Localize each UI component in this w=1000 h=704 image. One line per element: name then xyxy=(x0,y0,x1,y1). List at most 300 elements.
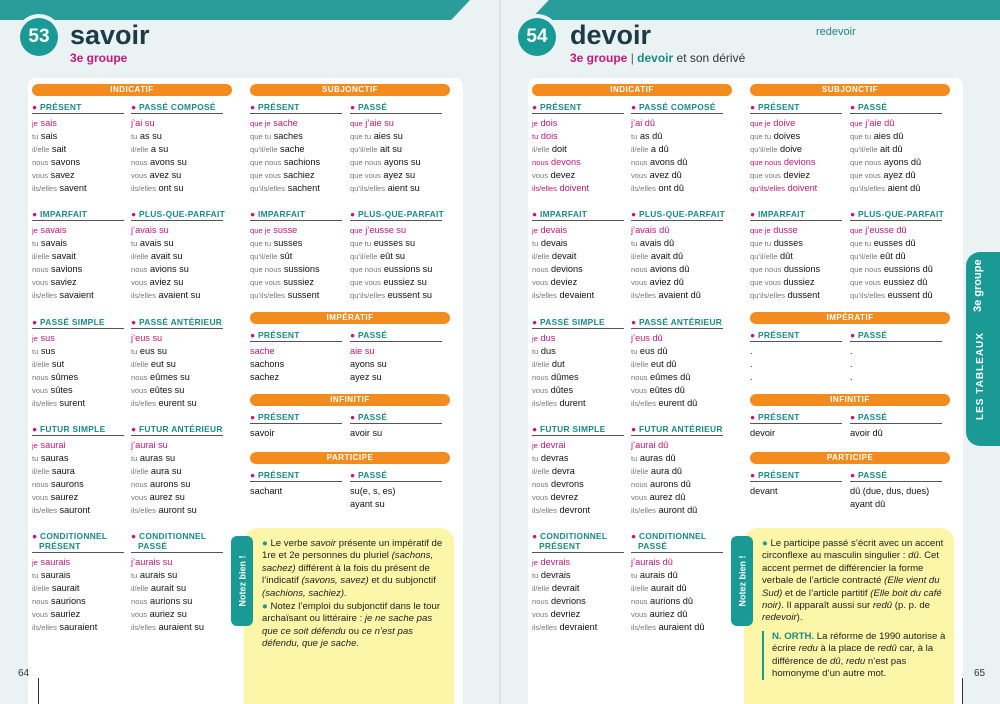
verb-form: doives xyxy=(773,131,801,141)
conjugation-row xyxy=(131,478,223,491)
ind-passe-compose xyxy=(631,102,723,195)
verb-form: eus su xyxy=(139,346,167,356)
verb-form: eut dû xyxy=(650,359,677,369)
tense-heading: ● FUTUR ANTÉRIEUR xyxy=(631,424,723,434)
verb-form: savais xyxy=(40,225,67,235)
verb-form: devrions xyxy=(551,596,586,606)
verb-form: as su xyxy=(139,131,162,141)
pronoun: il/elle xyxy=(131,252,149,261)
conjugation-row xyxy=(850,276,942,289)
participe-present-form: devant xyxy=(750,486,778,496)
pronoun: tu xyxy=(32,454,39,463)
tense-heading: ● PLUS-QUE-PARFAIT xyxy=(850,209,945,219)
pronoun: il/elle xyxy=(631,467,649,476)
verb-form: saurez xyxy=(50,492,79,502)
pronoun: tu xyxy=(131,132,138,141)
pronoun: vous xyxy=(631,386,648,395)
verb-form: devraient xyxy=(559,622,598,632)
infinitif-passe-form: avoir dû xyxy=(850,428,883,438)
verb-form: avait dû xyxy=(650,251,684,261)
conjugation-row xyxy=(250,371,342,384)
conjugation-row xyxy=(131,332,223,345)
verb-form: eus dû xyxy=(639,346,668,356)
verb-form: auront su xyxy=(158,505,197,515)
conjugation-row xyxy=(631,263,723,276)
conjugation-row xyxy=(350,263,442,276)
conjugation-row xyxy=(532,384,624,397)
conjugation-row xyxy=(350,143,442,156)
pronoun: que xyxy=(350,226,363,235)
verb-form: devions xyxy=(551,264,583,274)
verb-form: avions dû xyxy=(650,264,690,274)
pronoun: que vous xyxy=(350,171,381,180)
pronoun: nous xyxy=(532,265,549,274)
notez-bien-tab: Notez bien ! xyxy=(731,536,753,626)
top-band xyxy=(530,0,1000,20)
verb-form: sache xyxy=(273,118,298,128)
tense-heading: ● PRÉSENT xyxy=(532,102,624,114)
pronoun: ils/elles xyxy=(32,506,57,515)
verb-form: j’eusse su xyxy=(365,225,407,235)
verb-form: aurait dû xyxy=(650,583,687,593)
pronoun: tu xyxy=(131,454,138,463)
infinitif-band: INFINITIF xyxy=(250,394,450,406)
conjugation-row xyxy=(32,504,124,517)
conjugation-row xyxy=(532,117,624,130)
verb-form: sussent xyxy=(287,290,320,300)
pronoun: tu xyxy=(131,347,138,356)
verb-form: auraient su xyxy=(158,622,204,632)
verb-form: dûtes xyxy=(550,385,574,395)
verb-form: sachiez xyxy=(283,170,315,180)
verb-form: ont su xyxy=(158,183,184,193)
verb-form: auront dû xyxy=(658,505,698,515)
page-rule xyxy=(38,678,39,704)
conjugation-row xyxy=(131,465,223,478)
pronoun: ils/elles xyxy=(131,291,156,300)
pronoun: qu’il/elle xyxy=(250,252,278,261)
verb-form: ayez dû xyxy=(883,170,916,180)
conjugation-row xyxy=(131,491,223,504)
verb-form: auras su xyxy=(139,453,176,463)
indicatif-band: INDICATIF xyxy=(532,84,732,96)
verb-form: aurions dû xyxy=(650,596,693,606)
conjugation-row xyxy=(32,130,124,143)
conjugation-row xyxy=(32,250,124,263)
pronoun: que nous xyxy=(850,158,882,167)
conjugation-row xyxy=(850,143,942,156)
conjugation-row xyxy=(32,345,124,358)
pronoun: qu’ils/elles xyxy=(350,184,386,193)
pronoun: il/elle xyxy=(131,584,149,593)
conjugation-row xyxy=(850,250,942,263)
verb-form: aurez dû xyxy=(649,492,686,502)
verb-form: sûmes xyxy=(51,372,79,382)
conjugation-row xyxy=(131,130,223,143)
tense-heading: ● PASSÉ COMPOSÉ xyxy=(131,102,223,114)
verb-form: savaient xyxy=(59,290,94,300)
conjugation-row xyxy=(532,276,624,289)
conjugation-row xyxy=(750,224,842,237)
verb-form: eûtes su xyxy=(149,385,185,395)
participe-passe-compose-form: ayant dû xyxy=(850,499,886,509)
verb-form: j’aie dû xyxy=(865,118,895,128)
verb-form: saches xyxy=(273,131,303,141)
conjugation-row xyxy=(32,465,124,478)
conjugation-row xyxy=(131,358,223,371)
conjugation-row xyxy=(131,182,223,195)
conjugation-row xyxy=(532,345,624,358)
pronoun: je xyxy=(532,226,538,235)
conjugation-row xyxy=(631,452,723,465)
related-verb: redevoir xyxy=(816,26,856,38)
pronoun: je xyxy=(32,558,38,567)
participe-passe-compose-form: ayant su xyxy=(350,499,385,509)
verb-form: eûmes su xyxy=(150,372,190,382)
verb-form: doive xyxy=(773,118,796,128)
pronoun: que tu xyxy=(350,132,372,141)
conjugation-row xyxy=(131,556,223,569)
conjugation-row xyxy=(631,504,723,517)
conjugation-row xyxy=(850,345,942,358)
conjugation-row xyxy=(850,263,942,276)
verb-form: doive xyxy=(780,144,802,154)
ind-conditionnel-passe xyxy=(131,531,223,634)
page-right xyxy=(500,0,1000,704)
verb-form: aurait su xyxy=(150,583,187,593)
pronoun: vous xyxy=(32,493,49,502)
conjugation-row xyxy=(131,117,223,130)
conjugation-row xyxy=(631,465,723,478)
verb-form: eut su xyxy=(150,359,176,369)
conjugation-row xyxy=(532,263,624,276)
verb-form: j’aurai dû xyxy=(631,440,669,450)
verb-form: sût xyxy=(280,251,293,261)
pronoun: que xyxy=(850,226,863,235)
verb-form: devras xyxy=(540,453,569,463)
pronoun: tu xyxy=(131,571,138,580)
conjugation-row xyxy=(631,117,723,130)
verb-form: avions su xyxy=(150,264,189,274)
verb-form: . xyxy=(850,346,853,356)
imperatif-band: IMPÉRATIF xyxy=(250,312,450,324)
part-present xyxy=(750,470,842,498)
pronoun: que nous xyxy=(350,265,382,274)
conjugation-row xyxy=(750,237,842,250)
pronoun: vous xyxy=(631,610,648,619)
verb-form: j’eus dû xyxy=(631,333,663,343)
verb-form: avaient su xyxy=(158,290,201,300)
conjugation-row xyxy=(532,491,624,504)
verb-form: sachons xyxy=(250,359,285,369)
pronoun: que vous xyxy=(250,278,281,287)
conjugation-row xyxy=(750,156,842,169)
conjugation-row xyxy=(532,182,624,195)
pronoun: il/elle xyxy=(532,360,550,369)
tense-heading: ● PASSÉ SIMPLE xyxy=(32,317,124,329)
verb-form: devons xyxy=(551,157,581,167)
pronoun: il/elle xyxy=(631,252,649,261)
pronoun: que tu xyxy=(250,239,272,248)
verb-form: eusses dû xyxy=(873,238,916,248)
conjugation-row xyxy=(532,582,624,595)
pronoun: nous xyxy=(631,480,648,489)
pronoun: nous xyxy=(32,265,49,274)
subjonctif-band: SUBJONCTIF xyxy=(750,84,950,96)
pronoun: il/elle xyxy=(32,467,50,476)
conjugation-row xyxy=(532,143,624,156)
verb-form: sait xyxy=(51,144,67,154)
conjugation-row xyxy=(32,156,124,169)
conjugation-row xyxy=(32,358,124,371)
verb-form: aies dû xyxy=(873,131,904,141)
pronoun: je xyxy=(32,226,38,235)
conjugation-row xyxy=(750,143,842,156)
conjugation-row xyxy=(532,478,624,491)
conjugation-row xyxy=(631,358,723,371)
verb-form: eurent dû xyxy=(658,398,698,408)
verb-form: a dû xyxy=(650,144,669,154)
pronoun: que je xyxy=(250,119,271,128)
verb-form: sussions xyxy=(283,264,320,274)
participe-band: PARTICIPE xyxy=(250,452,450,464)
tense-heading: ● PLUS-QUE-PARFAIT xyxy=(350,209,445,219)
conjugation-row xyxy=(532,397,624,410)
pronoun: il/elle xyxy=(32,360,50,369)
pronoun: qu’ils/elles xyxy=(250,184,286,193)
inf-present xyxy=(250,412,342,440)
tense-heading: ● PASSÉ xyxy=(350,330,442,342)
verb-form: devions xyxy=(783,157,816,167)
tense-heading: ● PASSÉ ANTÉRIEUR xyxy=(631,317,723,327)
verb-form: . xyxy=(850,359,853,369)
verb-form: dussent xyxy=(787,290,820,300)
pronoun: ils/elles xyxy=(631,399,656,408)
conjugation-row xyxy=(350,130,442,143)
pronoun: vous xyxy=(32,171,49,180)
pronoun: vous xyxy=(532,386,549,395)
pronoun: ils/elles xyxy=(32,623,57,632)
conjugation-row xyxy=(32,452,124,465)
verb-form: devront xyxy=(559,505,591,515)
pronoun: nous xyxy=(532,158,549,167)
verb-form: saurions xyxy=(51,596,86,606)
verb-form: doit xyxy=(551,144,567,154)
conjugation-row xyxy=(350,182,442,195)
verb-form: saviez xyxy=(50,277,77,287)
conjugation-row xyxy=(750,182,842,195)
pronoun: je xyxy=(532,441,538,450)
verb-form: saurons xyxy=(51,479,84,489)
ind-imparfait xyxy=(32,209,124,302)
conjugation-row xyxy=(750,276,842,289)
pronoun: que vous xyxy=(350,278,381,287)
pronoun: je xyxy=(532,334,538,343)
conjugation-row xyxy=(131,345,223,358)
verb-title: savoir xyxy=(70,20,150,50)
pronoun: tu xyxy=(631,347,638,356)
conjugation-row xyxy=(850,371,942,384)
verb-form: j’aurais dû xyxy=(631,557,673,567)
conjugation-row xyxy=(850,224,942,237)
pronoun: vous xyxy=(32,386,49,395)
tense-heading: ● IMPARFAIT xyxy=(250,209,342,221)
pronoun: que je xyxy=(750,226,771,235)
verb-form: deviez xyxy=(550,277,578,287)
verb-form: avais su xyxy=(139,238,174,248)
pronoun: que nous xyxy=(750,265,782,274)
ind-conditionnel-passe xyxy=(631,531,723,634)
conjugation-row xyxy=(32,332,124,345)
verb-form: devrait xyxy=(551,583,580,593)
verb-form: aient dû xyxy=(887,183,921,193)
pronoun: nous xyxy=(32,158,49,167)
pronoun: vous xyxy=(32,610,49,619)
conjugation-row xyxy=(631,276,723,289)
verb-form: avaient dû xyxy=(658,290,701,300)
conjugation-row xyxy=(532,237,624,250)
pronoun: ils/elles xyxy=(631,184,656,193)
pronoun: que nous xyxy=(750,158,782,167)
verb-form: aurions su xyxy=(150,596,193,606)
participe-passe-form: dû (due, dus, dues) xyxy=(850,486,930,496)
conjugation-row xyxy=(532,595,624,608)
conjugation-row xyxy=(350,224,442,237)
imp-present xyxy=(750,330,842,384)
pronoun: que xyxy=(350,119,363,128)
conjugation-row xyxy=(131,397,223,410)
conjugation-row xyxy=(131,276,223,289)
pronoun: il/elle xyxy=(131,145,149,154)
pronoun: tu xyxy=(32,571,39,580)
tense-heading: ● FUTUR SIMPLE xyxy=(32,424,124,436)
verb-form: j’ai su xyxy=(131,118,155,128)
inf-passe xyxy=(350,412,442,440)
verb-form: eussions su xyxy=(383,264,433,274)
pronoun: il/elle xyxy=(631,584,649,593)
conjugation-row xyxy=(532,504,624,517)
verb-form: avais dû xyxy=(639,238,675,248)
verb-form: avons su xyxy=(150,157,187,167)
les-tableaux-side-tab[interactable] xyxy=(966,252,1000,446)
tense-heading: ● IMPARFAIT xyxy=(32,209,124,221)
tense-heading: ● PRÉSENT xyxy=(250,470,342,482)
page-number: 64 xyxy=(18,668,30,679)
verb-form: savions xyxy=(51,264,83,274)
conjugation-row xyxy=(631,156,723,169)
verb-form: aies su xyxy=(373,131,403,141)
verb-form: ait su xyxy=(380,144,402,154)
verb-form: sauriez xyxy=(50,609,81,619)
verb-form: doivent xyxy=(559,183,590,193)
conjugation-row xyxy=(32,397,124,410)
pronoun: que vous xyxy=(850,171,881,180)
conjugation-row xyxy=(32,384,124,397)
pronoun: ils/elles xyxy=(532,506,557,515)
conjugation-row xyxy=(350,169,442,182)
verb-form: eussiez dû xyxy=(883,277,928,287)
conjugation-row xyxy=(250,169,342,182)
pronoun: qu’ils/elles xyxy=(850,291,886,300)
pronoun: il/elle xyxy=(32,145,50,154)
conjugation-row xyxy=(32,439,124,452)
pronoun: ils/elles xyxy=(131,184,156,193)
conjugation-row xyxy=(532,130,624,143)
tense-heading: ● PRÉSENT xyxy=(750,470,842,482)
conjugation-row xyxy=(850,289,942,302)
verb-form: sut xyxy=(51,359,65,369)
nouvelle-orthographe-note: N. ORTH. La réforme de 1990 autorise à écrire redu à la place de redû car, à la différence de dû, redu n’est pas homonyme d’un autre mot. xyxy=(762,631,946,681)
ind-passe-anterieur xyxy=(131,317,223,410)
pronoun: nous xyxy=(631,265,648,274)
pronoun: vous xyxy=(532,610,549,619)
conjugation-row xyxy=(631,595,723,608)
conjugation-row xyxy=(131,582,223,595)
conjugation-row xyxy=(532,465,624,478)
verb-form: devais xyxy=(540,225,568,235)
pronoun: ils/elles xyxy=(131,623,156,632)
conjugation-row xyxy=(350,358,442,371)
pronoun: que tu xyxy=(850,132,872,141)
pronoun: il/elle xyxy=(532,467,550,476)
sub-passe xyxy=(350,102,442,195)
conjugation-row xyxy=(32,117,124,130)
conjugation-row xyxy=(32,276,124,289)
tense-heading: ● PASSÉ xyxy=(350,470,442,482)
sub-plus-que-parfait xyxy=(350,209,445,302)
participe-present-form: sachant xyxy=(250,486,283,496)
verb-form: eussent su xyxy=(387,290,433,300)
pronoun: vous xyxy=(32,278,49,287)
pronoun: que je xyxy=(750,119,771,128)
verb-form: avez su xyxy=(149,170,182,180)
verb-form: . xyxy=(750,359,753,369)
ind-passe-simple xyxy=(532,317,624,410)
pronoun: que vous xyxy=(850,278,881,287)
conjugation-row xyxy=(631,237,723,250)
verb-form: eût dû xyxy=(880,251,906,261)
tense-heading: ● PRÉSENT xyxy=(250,330,342,342)
inf-present xyxy=(750,412,842,440)
verb-form: dût xyxy=(780,251,793,261)
conjugation-row xyxy=(750,345,842,358)
conjugation-row xyxy=(631,569,723,582)
tense-heading: ● FUTUR ANTÉRIEUR xyxy=(131,424,223,434)
pronoun: tu xyxy=(32,239,39,248)
pronoun: je xyxy=(32,334,38,343)
verb-form: devriez xyxy=(550,609,581,619)
conjugation-row xyxy=(32,621,124,634)
pronoun: ils/elles xyxy=(631,291,656,300)
verb-form: ayez su xyxy=(383,170,416,180)
tense-heading: ● PRÉSENT xyxy=(250,412,342,424)
verb-form: aurais dû xyxy=(639,570,678,580)
pronoun: ils/elles xyxy=(32,291,57,300)
ind-plus-que-parfait xyxy=(131,209,226,302)
conjugation-row xyxy=(350,156,442,169)
pronoun: que tu xyxy=(250,132,272,141)
conjugation-row xyxy=(631,491,723,504)
pronoun: vous xyxy=(631,493,648,502)
verb-form: susses xyxy=(273,238,303,248)
verb-form: sûtes xyxy=(50,385,73,395)
verb-form: durent xyxy=(559,398,586,408)
conjugation-row xyxy=(532,452,624,465)
verb-form: devrais xyxy=(540,557,571,567)
verb-form: eusses su xyxy=(373,238,416,248)
conjugation-row xyxy=(350,371,442,384)
imp-passe xyxy=(350,330,442,384)
